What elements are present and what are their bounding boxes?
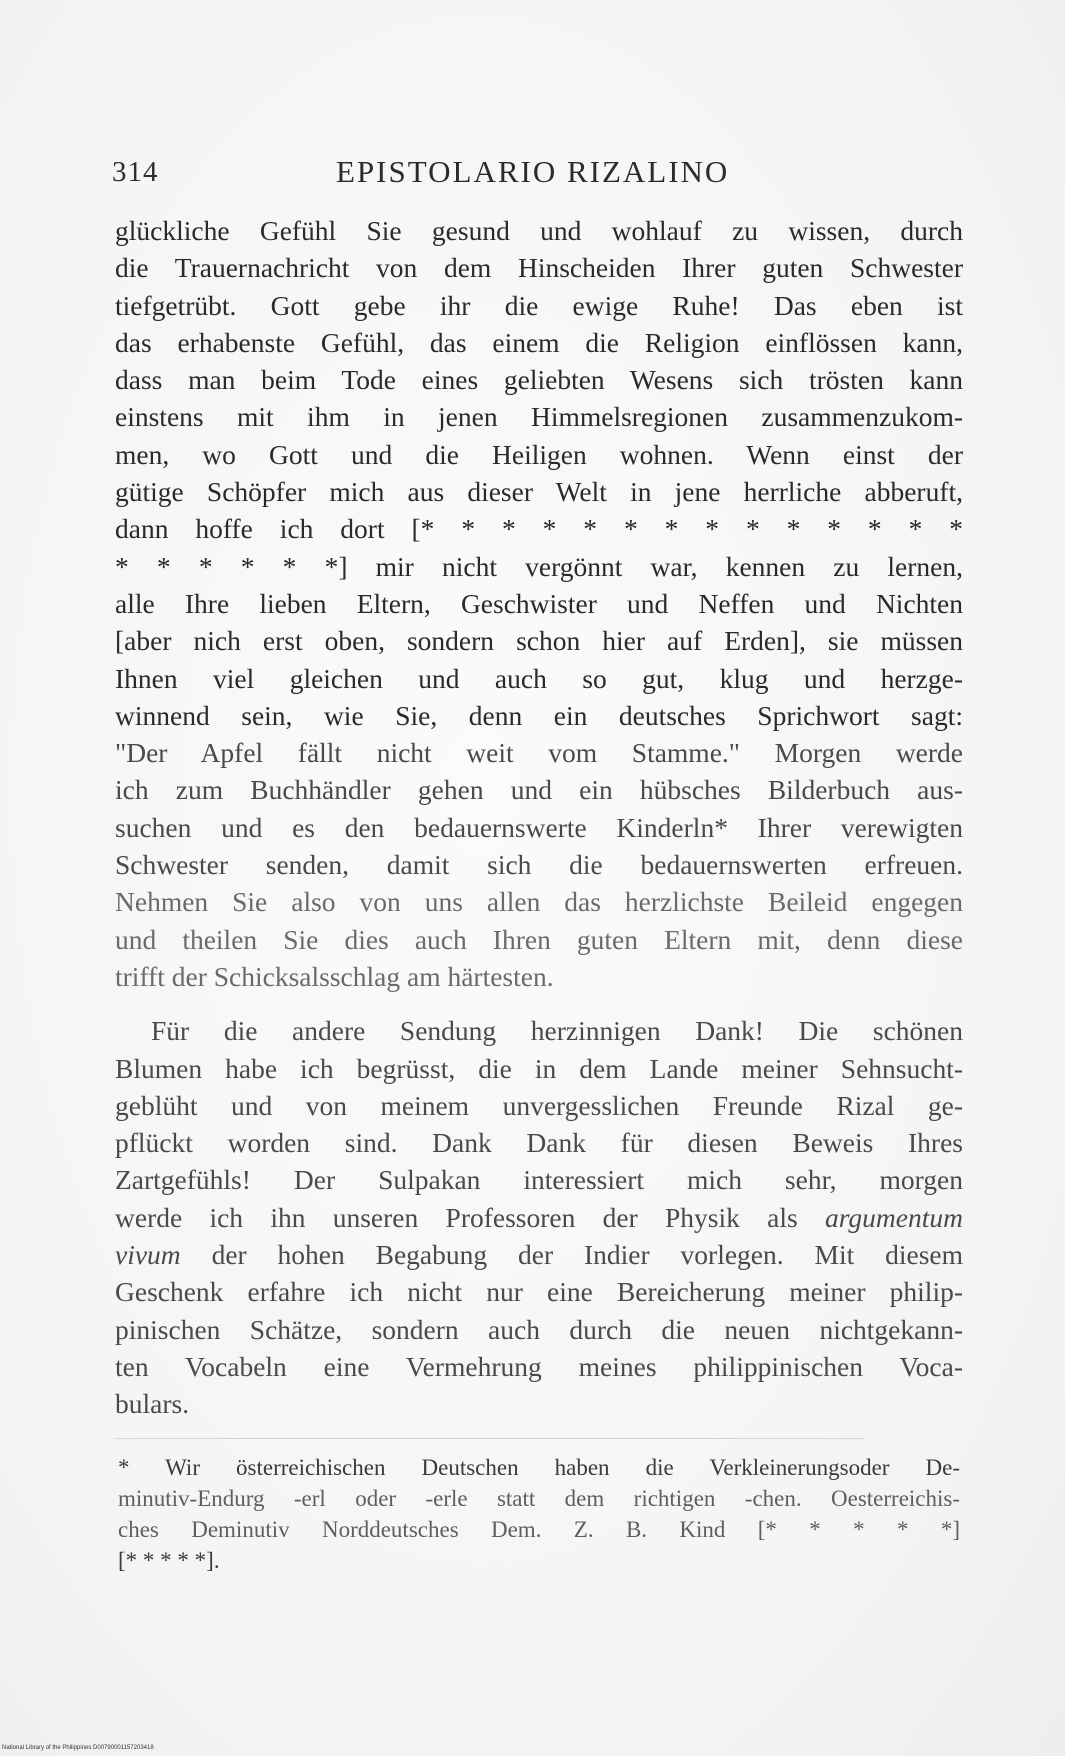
text-line: die Trauernachricht von dem Hinscheiden Ihrer guten Schwester (115, 252, 963, 284)
running-head: EPISTOLARIO RIZALINO (336, 154, 730, 189)
text-line: gütige Schöpfer mich aus dieser Welt in jene herrliche abberuft, (115, 476, 963, 508)
text-line: Zartgefühls! Der Sulpakan interessiert mich sehr, morgen (115, 1164, 963, 1196)
text-line: das erhabenste Gefühl, das einem die Religion einflössen kann, (115, 326, 963, 358)
paragraph-2 (115, 1012, 963, 1422)
footnote-line: minutiv-Endurg -erl oder -erle statt dem richtigen -chen. Oesterreichis- (118, 1486, 960, 1511)
text-line: Ihnen viel gleichen und auch so gut, klug und herzge- (115, 662, 963, 694)
text-line: bulars. (115, 1388, 190, 1420)
text-line: Blumen habe ich begrüsst, die in dem Lande meiner Sehnsucht- (115, 1052, 963, 1084)
page-header (112, 150, 962, 200)
footnote-divider (115, 1438, 865, 1439)
text-line (115, 1199, 963, 1236)
text-line: Für die andere Sendung herzinnigen Dank! Die schönen (151, 1015, 963, 1047)
text-segment: der hohen Begabung der Indier vorlegen. Mit diesem (211, 1239, 963, 1271)
body-text (115, 212, 963, 1423)
text-line: geblüht und von meinem unvergesslichen Freunde Rizal ge- (115, 1089, 963, 1121)
text-line: trifft der Schicksalsschlag am härtesten. (115, 960, 554, 992)
text-line: pinischen Schätze, sondern auch durch die neuen nichtgekann- (115, 1313, 963, 1345)
page-number: 314 (112, 156, 159, 188)
text-line: * * * * * *] mir nicht vergönnt war, kennen zu lernen, (115, 550, 963, 582)
text-line: pflückt worden sind. Dank Dank für diesen Beweis Ihres (115, 1127, 963, 1159)
library-credit: National Library of the Philippines D00790001157203418 (2, 1745, 154, 1751)
text-line: Geschenk erfahre ich nicht nur eine Bereicherung meiner philip- (115, 1276, 963, 1308)
paragraph-gap (115, 995, 963, 1012)
text-line: ich zum Buchhändler gehen und ein hübsches Bilderbuch aus- (115, 774, 963, 806)
text-line: einstens mit ihm in jenen Himmelsregionen zusammenzukom- (115, 401, 963, 433)
text-line: dass man beim Tode eines geliebten Wesens sich trösten kann (115, 364, 963, 396)
text-line: "Der Apfel fällt nicht weit vom Stamme." Morgen werde (115, 737, 963, 769)
text-line: Nehmen Sie also von uns allen das herzlichste Beileid engegen (115, 886, 963, 918)
text-line: alle Ihre lieben Eltern, Geschwister und Neffen und Nichten (115, 587, 963, 619)
text-line: ten Vocabeln eine Vermehrung meines philippinischen Voca- (115, 1350, 963, 1382)
italic-term: argumentum (825, 1201, 963, 1233)
italic-term: vivum (115, 1239, 181, 1271)
text-line: winnend sein, wie Sie, denn ein deutsches Sprichwort sagt: (115, 699, 963, 731)
text-line: und theilen Sie dies auch Ihren guten Eltern mit, denn diese (115, 923, 963, 955)
footnote-line: [* * * * *]. (118, 1548, 220, 1573)
footnote-line: * Wir österreichischen Deutschen haben die Verkleinerungsoder De- (118, 1455, 960, 1480)
footnote (118, 1452, 960, 1576)
text-segment: werde ich ihn unseren Professoren der Physik als (115, 1201, 798, 1233)
text-line: tiefgetrübt. Gott gebe ihr die ewige Ruhe! Das eben ist (115, 289, 963, 321)
text-line: suchen und es den bedauernswerte Kinderln* Ihrer verewigten (115, 811, 963, 843)
text-line: dann hoffe ich dort [* * * * * * * * * * * * * * (115, 513, 963, 545)
text-line: [aber nich erst oben, sondern schon hier auf Erden], sie müssen (115, 625, 963, 657)
text-line: Schwester senden, damit sich die bedauernswerten erfreuen. (115, 849, 963, 881)
paragraph-1 (115, 212, 963, 995)
footnote-line: ches Deminutiv Norddeutsches Dem. Z. B. Kind [* * * * *] (118, 1517, 960, 1542)
text-line (115, 1236, 963, 1273)
text-line: glückliche Gefühl Sie gesund und wohlauf zu wissen, durch (115, 215, 963, 246)
text-line: men, wo Gott und die Heiligen wohnen. Wenn einst der (115, 438, 963, 470)
